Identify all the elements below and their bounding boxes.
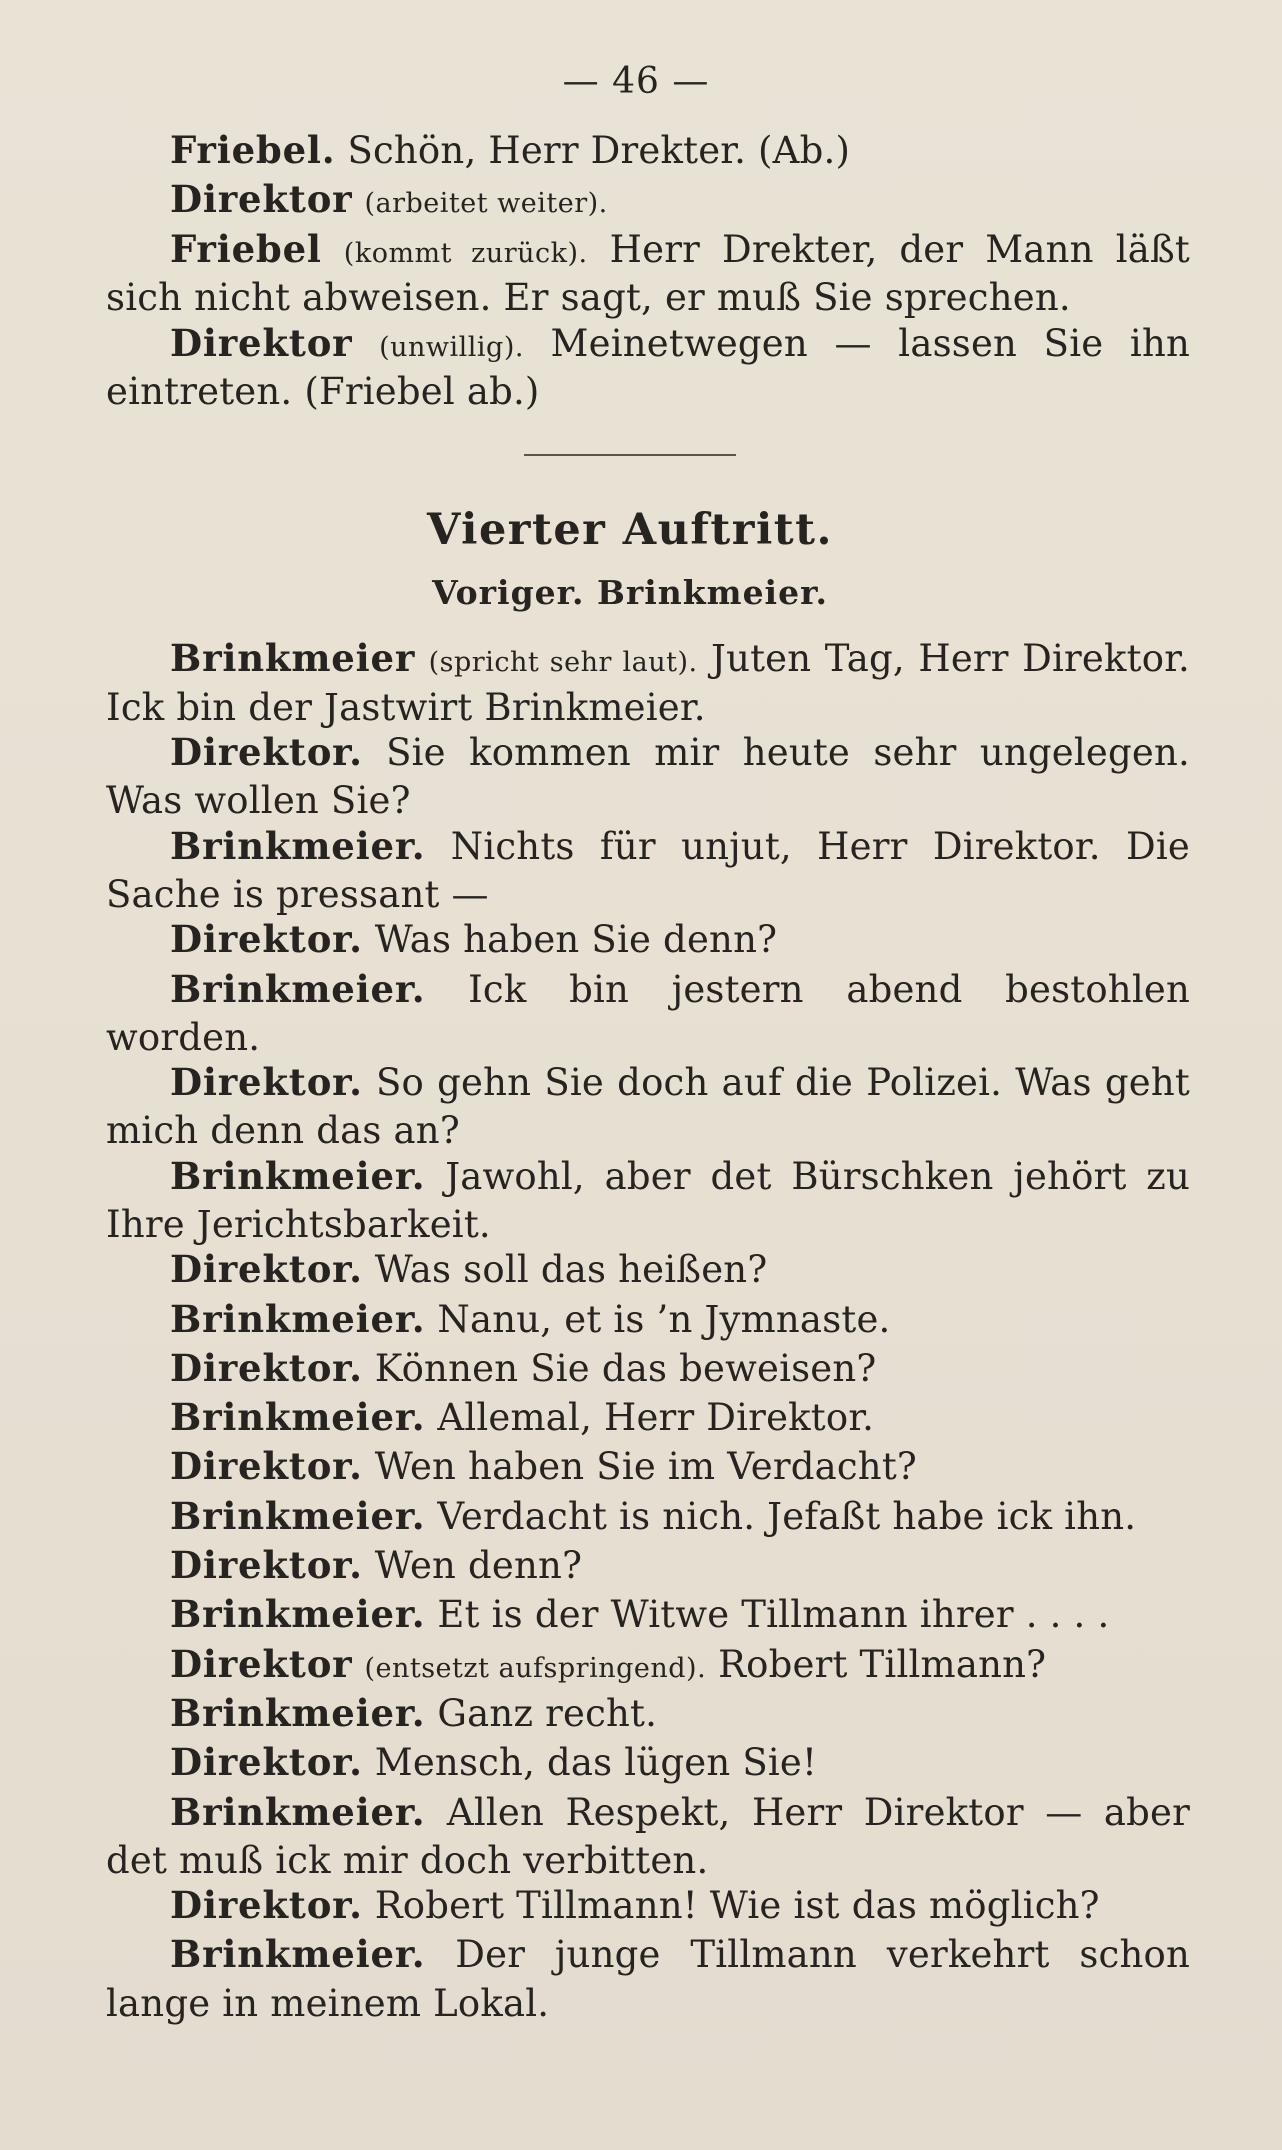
dialogue-line [106, 1247, 1190, 1296]
speaker-name: Friebel. [170, 128, 336, 172]
spoken-text: Ick bin jestern abend bestohlen worden. [106, 967, 1191, 1059]
scene-title: Vierter Auftritt. [427, 505, 833, 556]
spoken-text: Der junge Tillmann verkehrt schon lange in meinem Lokal. [106, 1933, 1190, 2025]
speaker-name: Direktor [170, 320, 353, 365]
spoken-text: Juten Tag, Herr Direktor. Ick bin der Jastwirt Brinkmeier. [106, 637, 1190, 729]
spoken-text: Nanu, et is ’n Jymnaste. [437, 1297, 891, 1341]
spoken-text: Et is der Witwe Tillmann ihrer . . . . [437, 1593, 1110, 1637]
dialogue-line [106, 1444, 1190, 1493]
dialogue-line [106, 1883, 1190, 1932]
speaker-name: Direktor [170, 177, 353, 222]
spoken-text: Meinetwegen — lassen Sie ihn eintreten. (Friebel ab.) [106, 321, 1191, 414]
spoken-text: Allemal, Herr Direktor. [437, 1396, 875, 1440]
dialogue-line [106, 1543, 1190, 1592]
spoken-text: Jawohl, aber det Bürschken jehört zu Ihre Jerichtsbarkeit. [106, 1154, 1190, 1246]
dialogue-line [106, 1395, 1190, 1444]
dialogue-line [106, 1691, 1190, 1740]
dialogue-line [106, 1592, 1190, 1641]
stage-direction: (entsetzt aufspringend). [364, 1652, 707, 1684]
speaker-name: Brinkmeier [170, 636, 416, 681]
dialogue-line [106, 1790, 1190, 1884]
dialogue-line [106, 636, 1190, 730]
speaker-name: Brinkmeier. [170, 1592, 426, 1637]
stage-direction: (arbeitet weiter). [364, 188, 608, 220]
dialogue-line [106, 967, 1190, 1061]
speaker-name: Direktor. [170, 1883, 363, 1928]
spoken-text: Verdacht is nich. Jefaßt habe ick ihn. [437, 1494, 1137, 1538]
dialogue-line [106, 128, 1190, 177]
speaker-name: Direktor. [170, 1247, 363, 1292]
spoken-text: Robert Tillmann? [718, 1642, 1047, 1686]
dialogue-line [106, 1642, 1190, 1691]
spoken-text: Sie kommen mir heute sehr ungelegen. Was wollen Sie? [106, 731, 1190, 823]
dialogue-line [106, 1932, 1190, 2026]
speaker-name: Brinkmeier. [170, 1395, 426, 1440]
dialogue-line [106, 917, 1190, 966]
page-number: — 46 — [562, 61, 710, 102]
spoken-text: Ganz recht. [437, 1691, 658, 1735]
speaker-name: Direktor. [170, 1060, 363, 1105]
speaker-name: Brinkmeier. [170, 1493, 426, 1538]
speaker-name: Brinkmeier. [170, 1153, 426, 1198]
speaker-name: Direktor. [170, 1345, 363, 1390]
spoken-text: So gehn Sie doch auf die Polizei. Was geht mich denn das an? [106, 1061, 1190, 1153]
spoken-text: Wen denn? [374, 1544, 583, 1588]
spoken-text: Herr Drekter, der Mann läßt sich nicht abweisen. Er sagt, er muß Sie sprechen. [106, 227, 1190, 320]
spoken-text: Können Sie das beweisen? [374, 1346, 877, 1390]
scene-cast: Voriger. Brinkmeier. [432, 573, 828, 613]
dialogue-line [106, 1346, 1190, 1395]
scene-dialogue [106, 636, 1190, 2026]
dialogue-line [106, 1297, 1190, 1346]
speaker-name: Friebel [170, 226, 322, 271]
speaker-name: Direktor. [170, 1740, 363, 1785]
section-divider [524, 454, 736, 456]
dialogue-line [106, 1494, 1190, 1543]
spoken-text: Nichts für unjut, Herr Direktor. Die Sache is pressant — [106, 824, 1191, 916]
dialogue-line [106, 1060, 1190, 1154]
spoken-text: Schön, Herr Drekter. (Ab.) [347, 129, 851, 172]
speaker-name: Brinkmeier. [170, 1690, 426, 1735]
speaker-name: Direktor. [170, 730, 363, 775]
speaker-name: Brinkmeier. [170, 966, 426, 1011]
dialogue-line [106, 321, 1190, 415]
stage-direction: (kommt zurück). [343, 237, 588, 269]
speaker-name: Direktor [170, 1641, 353, 1686]
speaker-name: Brinkmeier. [170, 1789, 426, 1834]
speaker-name: Direktor. [170, 917, 363, 962]
dialogue-line [106, 1154, 1190, 1248]
spoken-text: Allen Respekt, Herr Direktor — aber det muß ick mir doch verbitten. [106, 1790, 1190, 1882]
spoken-text: Mensch, das lügen Sie! [374, 1741, 818, 1785]
dialogue-line [106, 1740, 1190, 1789]
top-dialogue [106, 128, 1190, 414]
spoken-text: Robert Tillmann! Wie ist das möglich? [374, 1884, 1100, 1928]
stage-direction: (spricht sehr laut). [428, 647, 698, 679]
spoken-text: Was soll das heißen? [374, 1248, 768, 1292]
speaker-name: Brinkmeier. [170, 1932, 426, 1977]
dialogue-line [106, 227, 1190, 321]
speaker-name: Brinkmeier. [170, 1296, 426, 1341]
speaker-name: Brinkmeier. [170, 823, 426, 868]
dialogue-line [106, 177, 1190, 226]
speaker-name: Direktor. [170, 1543, 363, 1588]
dialogue-line [106, 730, 1190, 824]
dialogue-line [106, 824, 1190, 918]
spoken-text: Wen haben Sie im Verdacht? [374, 1445, 917, 1489]
stage-direction: (unwillig). [379, 331, 524, 363]
speaker-name: Direktor. [170, 1444, 363, 1489]
spoken-text: Was haben Sie denn? [374, 918, 778, 962]
